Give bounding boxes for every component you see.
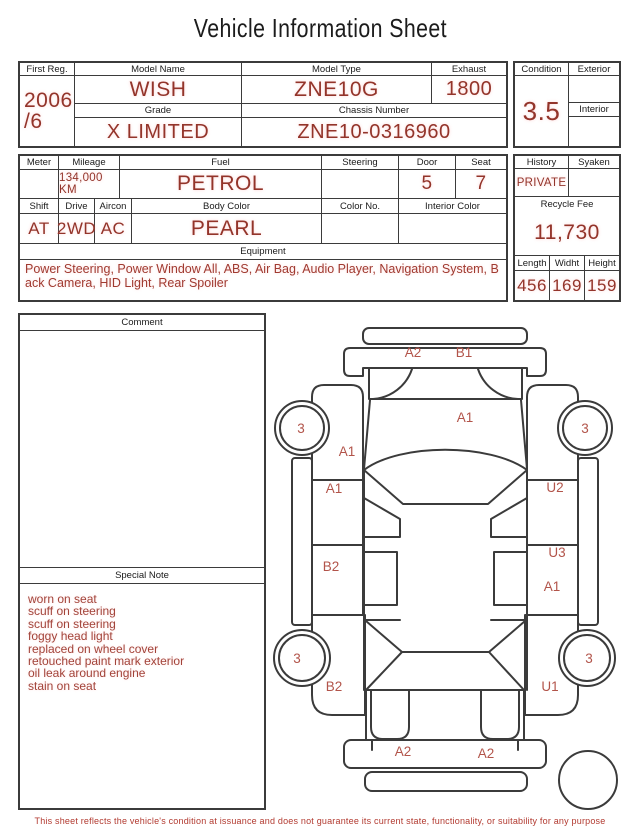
color-no-value (322, 214, 399, 243)
meter-label: Meter (20, 156, 59, 169)
wheels (274, 401, 617, 809)
diagram-label: 3 (297, 421, 305, 436)
first-reg-value: 2006 /6 (24, 89, 73, 133)
shift-label: Shift (20, 199, 59, 213)
syaken-value (569, 169, 619, 196)
diagram-label: B2 (322, 559, 340, 574)
fuel-value: PETROL (120, 170, 322, 198)
special-note-line: worn on seat (28, 592, 97, 606)
chassis-number-value: ZNE10-0316960 (297, 120, 451, 143)
equipment-value: Power Steering, Power Window All, ABS, Air Bag, Audio Player, Navigation System, Back Camera, HID Light, Rear Spoiler (25, 262, 499, 290)
rear-left-wheel (274, 630, 330, 686)
special-note-line: retouched paint mark exterior (28, 654, 185, 669)
comment-box (18, 313, 266, 810)
diagram-label: 3 (293, 651, 301, 666)
diagram-label: A1 (338, 444, 356, 459)
color-no-label: Color No. (322, 199, 399, 213)
condition-cell (515, 63, 569, 146)
interior-value (569, 117, 619, 146)
special-note-line: scuff on steering (28, 616, 116, 631)
drive-value: 2WD (59, 214, 95, 243)
grade-label: Grade (75, 104, 242, 118)
grade-value: X LIMITED (75, 118, 242, 146)
aircon-value: AC (95, 214, 132, 243)
condition-label: Condition (515, 63, 568, 76)
chassis-number-label: Chassis Number (242, 104, 506, 118)
diagram-label: A2 (394, 744, 412, 759)
seat-label: Seat (471, 157, 491, 168)
diagram-label: 3 (581, 421, 589, 436)
model-name-label: Model Name (75, 63, 242, 76)
special-note-line: foggy head light (28, 629, 113, 644)
diagram-label: U1 (541, 679, 559, 694)
recycle-fee-value: 11,730 (515, 211, 619, 256)
diagram-label: A2 (477, 746, 495, 761)
special-note-label: Special Note (20, 567, 264, 584)
history-label: History (515, 156, 569, 168)
interior-color-value (399, 214, 506, 243)
page-title: Vehicle Information Sheet (193, 13, 447, 43)
condition-panel (513, 61, 621, 148)
special-note-line: replaced on wheel cover (28, 641, 159, 656)
seat-value: 7 (475, 173, 487, 194)
comment-label: Comment (20, 315, 264, 331)
first-reg-label: First Reg. (20, 63, 74, 76)
interior-label: Interior (569, 103, 619, 117)
length-label: Length (515, 256, 550, 270)
height-label: Height (588, 257, 616, 269)
special-note-line: oil leak around engine (28, 666, 146, 681)
condition-value: 3.5 (522, 95, 561, 126)
exhaust-label: Exhaust (432, 63, 506, 76)
aircon-label: Aircon (95, 199, 132, 213)
diagram-damage-labels (293, 345, 593, 761)
diagram-label: A1 (543, 579, 561, 594)
length-value: 456 (515, 271, 550, 300)
exterior-value (569, 76, 619, 103)
cabin-and-roof (364, 400, 527, 690)
diagram-label: 3 (585, 651, 593, 666)
history-value: PRIVATE (515, 169, 569, 196)
steering-label: Steering (322, 156, 399, 169)
car-diagram (270, 315, 640, 815)
hood-and-windshield (369, 369, 522, 399)
syaken-label: Syaken (578, 156, 610, 168)
history-panel (513, 154, 621, 302)
width-label: Widht (550, 256, 585, 270)
special-note-list (20, 584, 264, 692)
interior-color-label: Interior Color (425, 200, 480, 212)
drive-label: Drive (59, 199, 95, 213)
comment-text (20, 331, 264, 567)
mileage-label: Mileage (59, 156, 120, 169)
door-label: Door (399, 156, 456, 169)
first-reg-cell (20, 63, 75, 146)
equipment-label: Equipment (20, 244, 506, 260)
diagram-label: U3 (548, 545, 566, 560)
steering-value (322, 170, 399, 198)
model-type-label: Model Type (242, 63, 432, 76)
fuel-label: Fuel (120, 156, 322, 169)
width-value: 169 (550, 271, 585, 300)
special-note-line: stain on seat (28, 678, 97, 693)
diagram-label: A2 (404, 345, 422, 360)
meter-value (20, 170, 59, 198)
recycle-fee-label: Recycle Fee (540, 198, 594, 210)
exhaust-value: 1800 (432, 76, 506, 104)
shift-value: AT (20, 214, 59, 243)
body-color-label: Body Color (132, 199, 322, 213)
diagram-label: B1 (455, 345, 473, 360)
height-value: 159 (587, 275, 617, 295)
diagram-label: B2 (325, 679, 343, 694)
diagram-label: A1 (456, 410, 474, 425)
body-color-value: PEARL (132, 214, 322, 243)
rear-section (344, 652, 546, 791)
diagram-label: U2 (546, 480, 564, 495)
disclaimer-text: This sheet reflects the vehicle's condition at issuance and does not guarantee its current state, functionality, or suitability for any purpose (34, 816, 606, 826)
mileage-value: 134,000 KM (59, 170, 120, 198)
diagram-label: A1 (325, 481, 343, 496)
special-note-line: scuff on steering (28, 604, 116, 619)
spare-tire (559, 751, 617, 809)
door-value: 5 (399, 170, 456, 198)
header-table (18, 61, 508, 148)
front-bumper (344, 328, 546, 376)
model-name-value: WISH (75, 76, 242, 104)
model-type-value: ZNE10G (242, 76, 432, 104)
spec-table (18, 154, 508, 302)
exterior-label: Exterior (569, 63, 619, 76)
